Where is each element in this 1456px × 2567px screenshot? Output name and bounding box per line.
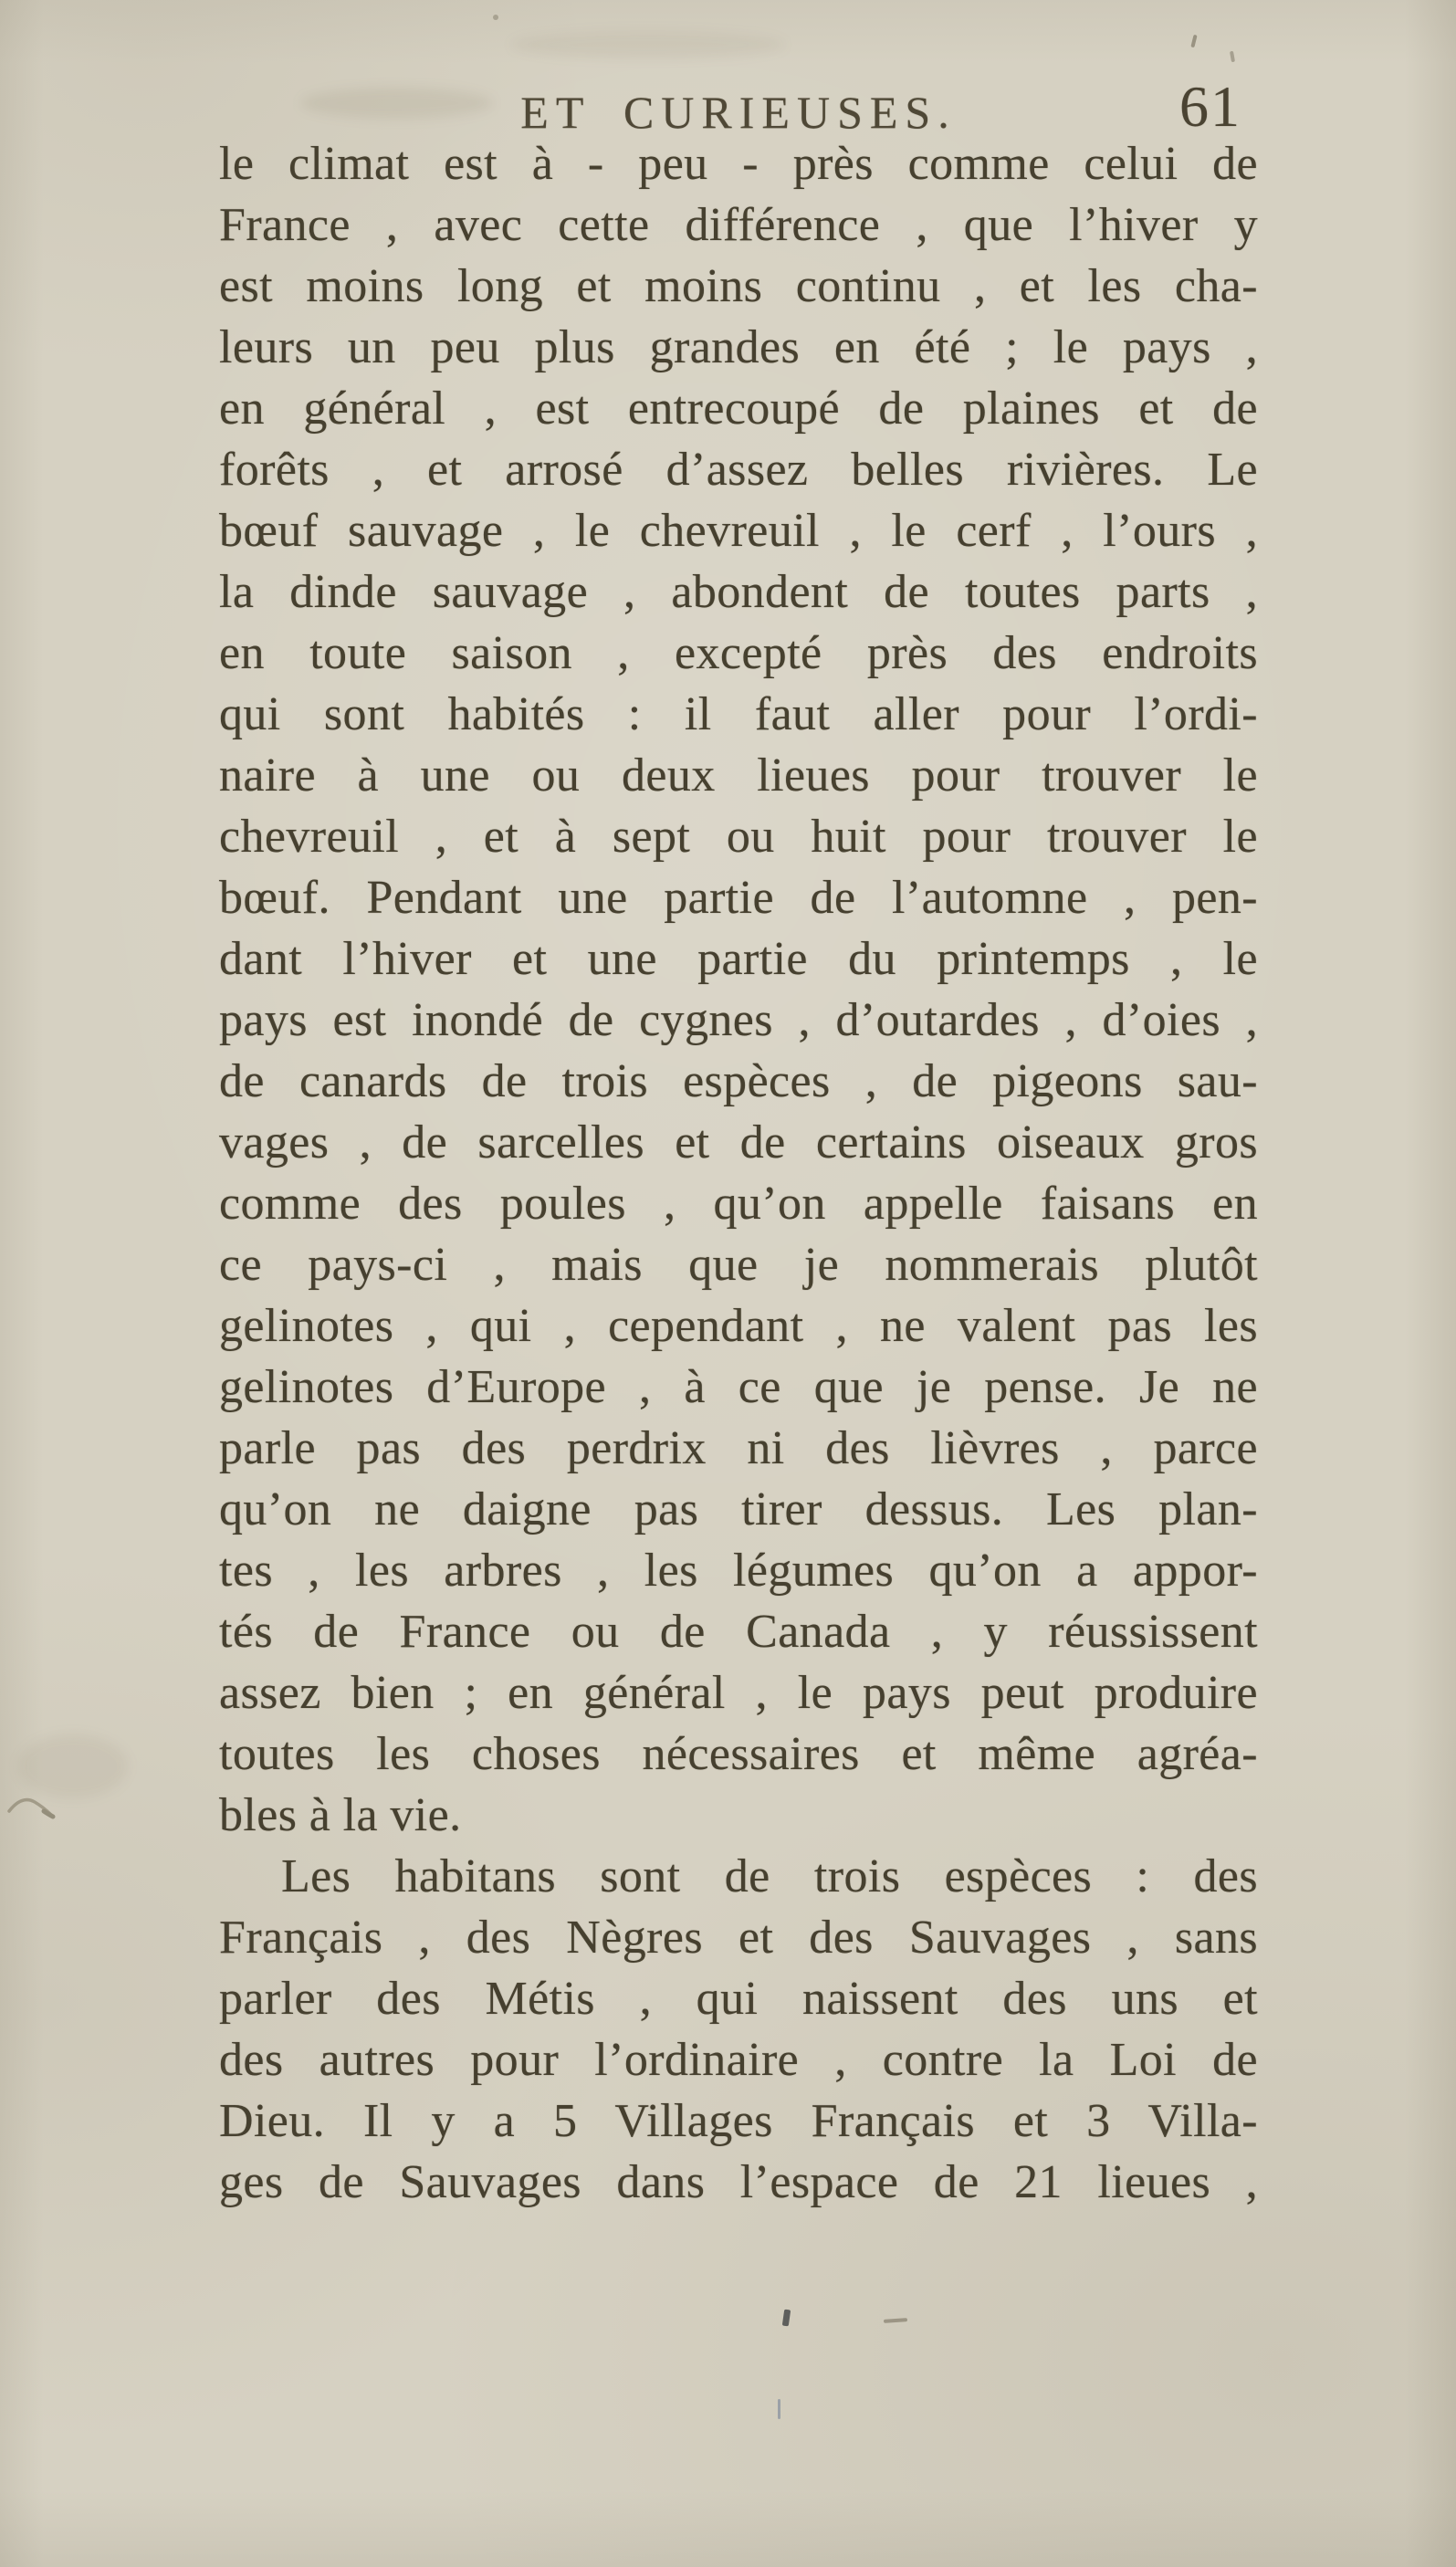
page-number: 61	[1179, 74, 1241, 139]
text-line: gelinotes , qui , cependant , ne valent pas les	[219, 1300, 1258, 1352]
text-line: parler des Métis , qui naissent des uns et	[219, 1973, 1258, 2025]
bleedthrough-smudge	[301, 88, 493, 119]
text-line: naire à une ou deux lieues pour trouver le	[219, 749, 1258, 802]
text-line: toutes les choses nécessaires et même agréa-	[219, 1728, 1258, 1780]
text-block	[219, 133, 1258, 2213]
text-line: leurs un peu plus grandes en été ; le pays ,	[219, 321, 1258, 373]
text-line: ce pays-ci , mais que je nommerais plutôt	[219, 1239, 1258, 1291]
text-line: Dieu. Il y a 5 Villages Français et 3 Villa-	[219, 2095, 1258, 2147]
paragraph-2	[219, 1846, 1258, 2213]
text-line: en général , est entrecoupé de plaines et de	[219, 382, 1258, 435]
text-line: bles à la vie.	[219, 1789, 462, 1841]
text-line: Les habitans sont de trois espèces : des	[281, 1850, 1258, 1902]
text-line: pays est inondé de cygnes , d’outardes , d’oies ,	[219, 994, 1258, 1046]
bleedthrough-smudge	[18, 1734, 128, 1798]
text-line: la dinde sauvage , abondent de toutes parts ,	[219, 566, 1258, 618]
text-line: le climat est à - peu - près comme celui de	[219, 138, 1258, 190]
ink-speck	[1190, 35, 1197, 48]
ink-speck	[884, 2318, 907, 2323]
paper-fiber	[778, 2399, 780, 2419]
text-line: tés de France ou de Canada , y réussissent	[219, 1606, 1258, 1658]
text-line: est moins long et moins continu , et les cha-	[219, 260, 1258, 312]
running-title: ET CURIEUSES.	[520, 87, 957, 138]
text-line: comme des poules , qu’on appelle faisans en	[219, 1178, 1258, 1230]
paragraph-1	[219, 133, 1258, 1846]
text-line: assez bien ; en général , le pays peut produire	[219, 1667, 1258, 1719]
text-line: de canards de trois espèces , de pigeons sau-	[219, 1055, 1258, 1107]
ink-speck	[1230, 51, 1235, 63]
text-line: chevreuil , et à sept ou huit pour trouver le	[219, 811, 1258, 863]
text-line: parle pas des perdrix ni des lièvres , parce	[219, 1422, 1258, 1474]
text-line: qu’on ne daigne pas tirer dessus. Les plan-	[219, 1483, 1258, 1535]
ink-speck	[493, 15, 498, 20]
text-line: qui sont habités : il faut aller pour l’ordi-	[219, 688, 1258, 740]
text-line: bœuf sauvage , le chevreuil , le cerf , l’ours ,	[219, 505, 1258, 557]
text-line: tes , les arbres , les légumes qu’on a appor-	[219, 1545, 1258, 1597]
bleedthrough-smudge	[511, 31, 785, 58]
text-line: Français , des Nègres et des Sauvages , sans	[219, 1912, 1258, 1964]
text-line: dant l’hiver et une partie du printemps , le	[219, 933, 1258, 985]
text-line: des autres pour l’ordinaire , contre la Loi de	[219, 2034, 1258, 2086]
text-line: ges de Sauvages dans l’espace de 21 lieues ,	[219, 2156, 1258, 2208]
text-line: France , avec cette différence , que l’hiver y	[219, 199, 1258, 251]
ink-speck	[782, 2310, 791, 2327]
text-line: en toute saison , excepté près des endroits	[219, 627, 1258, 679]
text-line: gelinotes d’Europe , à ce que je pense. Je ne	[219, 1361, 1258, 1413]
text-line: vages , de sarcelles et de certains oiseaux gros	[219, 1116, 1258, 1168]
text-line: forêts , et arrosé d’assez belles rivières. Le	[219, 444, 1258, 496]
text-line: bœuf. Pendant une partie de l’automne , pen-	[219, 872, 1258, 924]
